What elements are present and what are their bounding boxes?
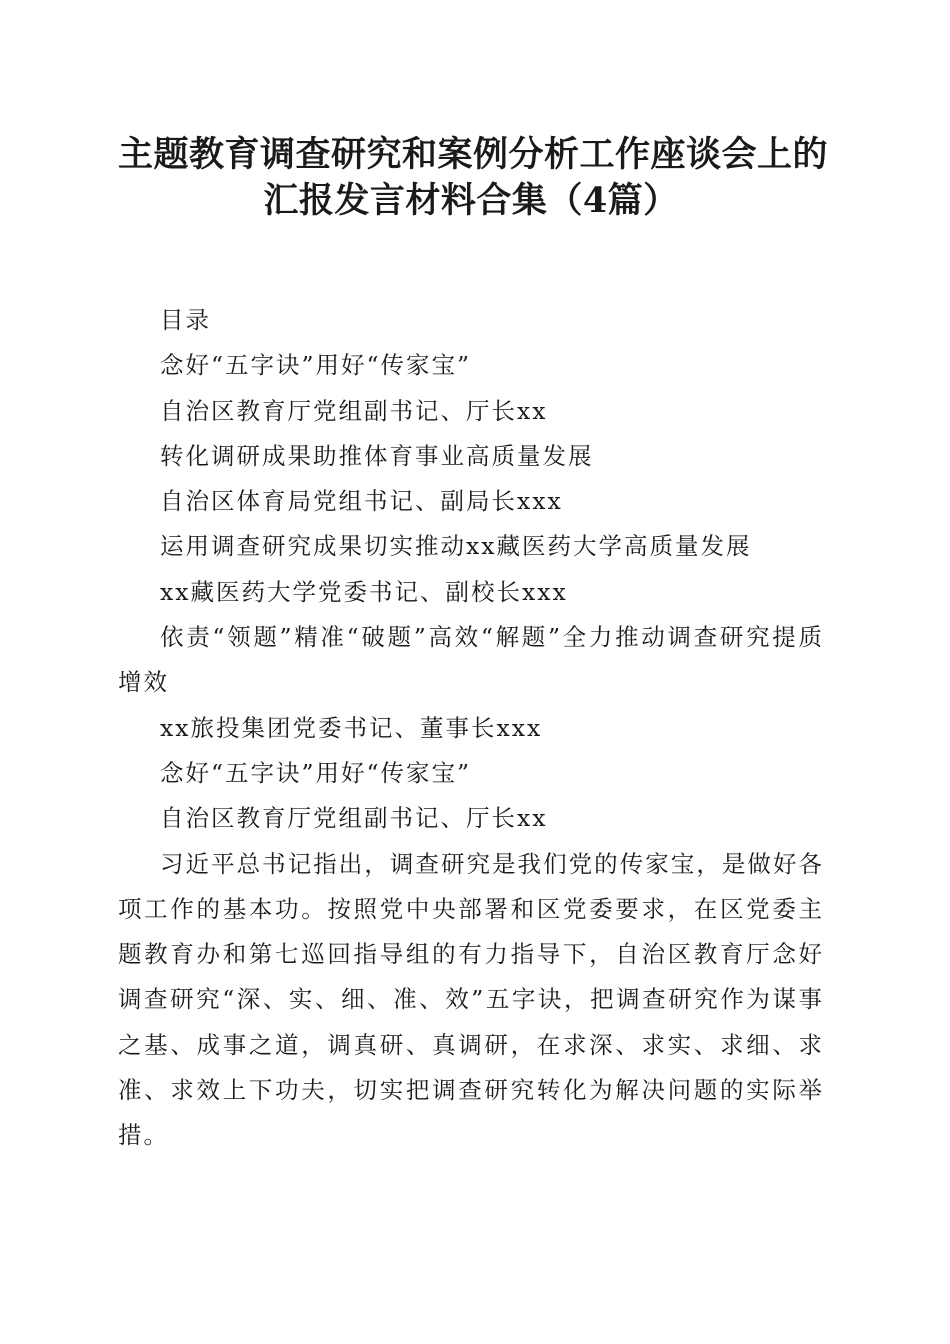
article-author: 自治区教育厅党组副书记、厅长xx	[160, 804, 548, 833]
title-line-1: 主题教育调查研究和案例分析工作座谈会上的	[118, 134, 829, 175]
article-paragraph: 习近平总书记指出，调查研究是我们党的传家宝，是做好各项工作的基本功。按照党中央部署和区党委要求，在区党委主题教育办和第七巡回指导组的有力指导下，自治区教育厅念好调查研究“深、实、细、准、效”五字诀，把调查研究作为谋事之基、成事之道，调真研、真调研，在求深、求实、求细、求准、求效上下功夫，切实把调查研究转化为解决问题的实际举措。	[118, 849, 824, 1150]
toc-item: 运用调查研究成果切实推动xx藏医药大学高质量发展	[160, 532, 752, 561]
toc-item: 转化调研成果助推体育事业高质量发展	[160, 441, 594, 470]
toc-item: 念好“五字诀”用好“传家宝”	[160, 351, 472, 380]
title-line-2: 汇报发言材料合集（4篇）	[263, 180, 679, 221]
toc-item: 自治区教育厅党组副书记、厅长xx	[160, 396, 548, 425]
toc-heading: 目录	[160, 306, 211, 334]
toc-item: xx旅投集团党委书记、董事长xxx	[160, 713, 543, 742]
article-title: 念好“五字诀”用好“传家宝”	[160, 758, 472, 787]
toc-item: 依责“领题”精准“破题”高效“解题”全力推动调查研究提质增效	[118, 623, 824, 697]
toc-item: 自治区体育局党组书记、副局长xxx	[160, 487, 563, 516]
document-body	[118, 298, 824, 1159]
toc-item: xx藏医药大学党委书记、副校长xxx	[160, 577, 568, 606]
document-page	[118, 132, 829, 1159]
document-title	[118, 132, 829, 224]
